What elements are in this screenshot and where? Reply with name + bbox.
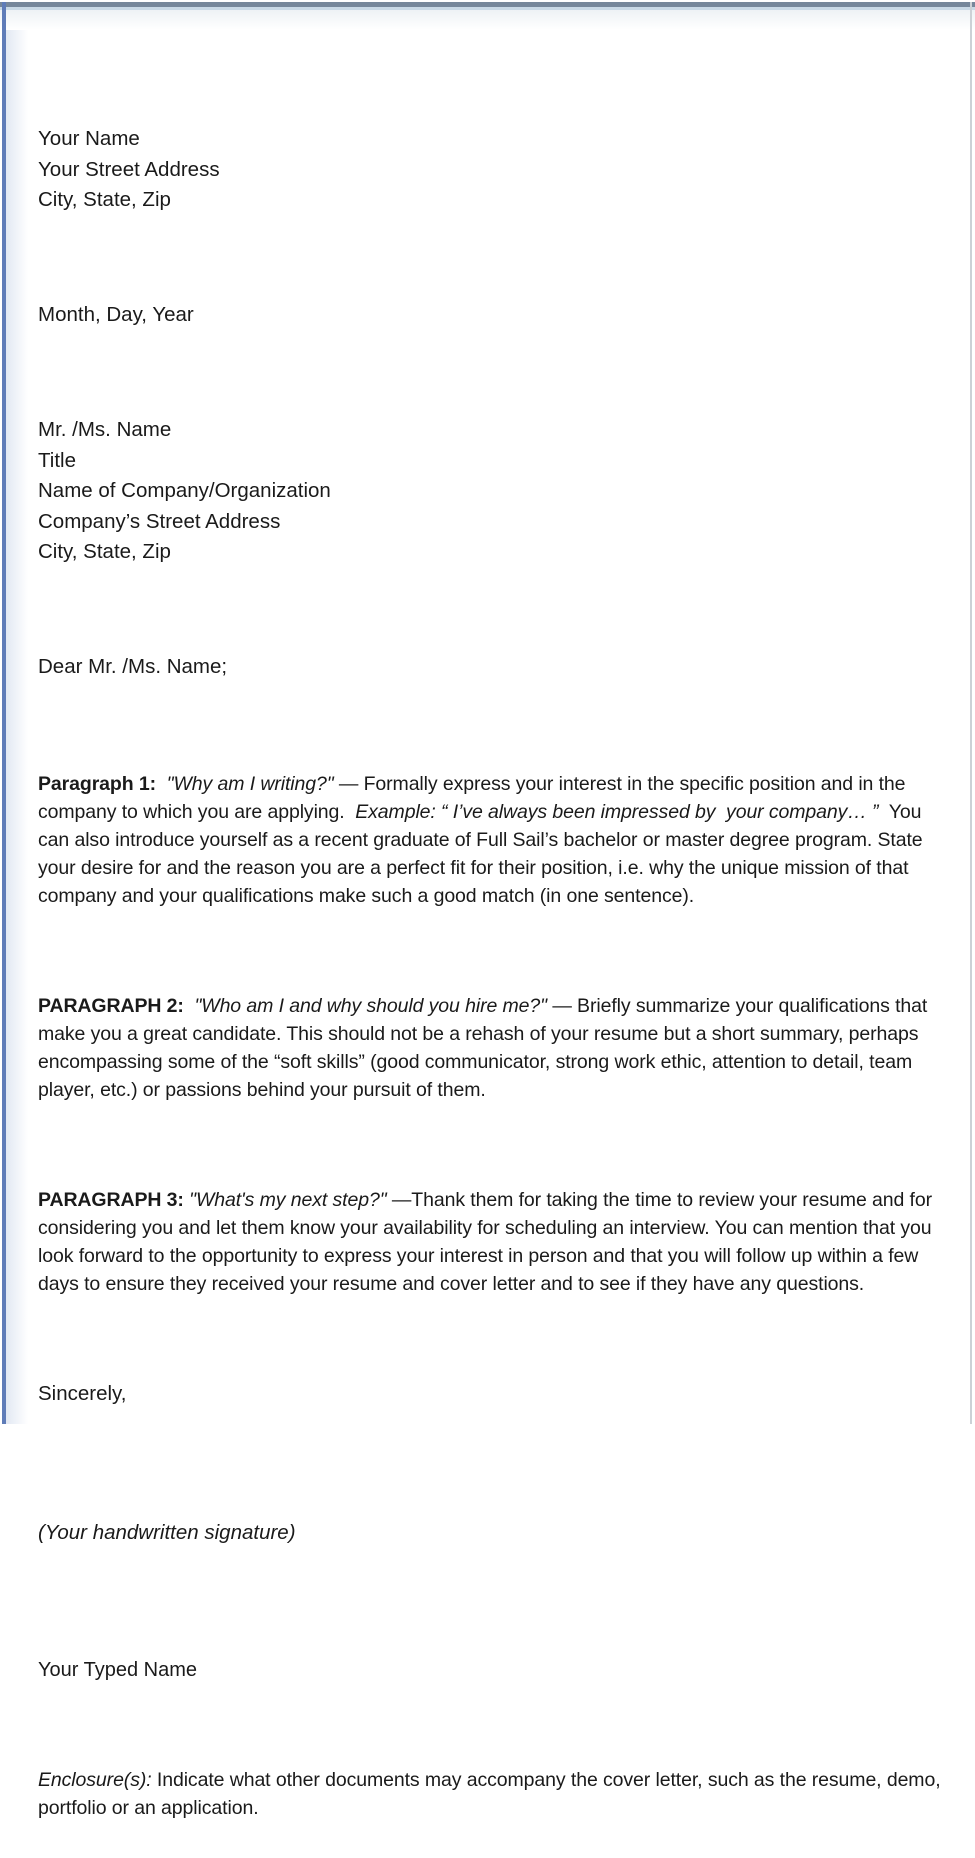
paragraph-2 <box>38 992 950 1104</box>
paragraph-3-text: —Thank them for taking the time to review your resume and for considering you and let them know your availability for scheduling an interview. You can mention that you look forward to the opportunity to express your interest in person and that you will follow up within a few days to ensure they received your resume and cover letter and to see if they have any questions. <box>38 1188 938 1295</box>
paragraph-3 <box>38 1186 950 1298</box>
paragraph-2-label: PARAGRAPH 2: <box>38 994 184 1017</box>
recipient-city-line: City, State, Zip <box>38 540 171 563</box>
typed-name-line: Your Typed Name <box>38 1658 197 1681</box>
recipient-street-line: Company’s Street Address <box>38 509 281 533</box>
recipient-title-line: Title <box>38 448 76 472</box>
paragraph-1-separator <box>156 773 167 795</box>
enclosure-block <box>38 1766 950 1822</box>
paragraph-2-question: "Who am I and why should you hire me?" <box>194 994 547 1017</box>
enclosure-label: Enclosure(s): <box>38 1768 152 1791</box>
paragraph-3-label: PARAGRAPH 3: <box>38 1188 184 1211</box>
paragraph-1 <box>38 770 950 910</box>
sender-street-line: Your Street Address <box>38 157 220 181</box>
sender-name-line: Your Name <box>38 127 140 150</box>
sender-address-block <box>38 124 950 216</box>
signature-placeholder-text: (Your handwritten signature) <box>38 1520 296 1544</box>
sender-city-line: City, State, Zip <box>38 188 171 211</box>
closing-line: Sincerely, <box>38 1381 127 1405</box>
signature-placeholder <box>38 1519 950 1547</box>
recipient-address-block <box>38 415 950 568</box>
paragraph-1-question: "Why am I writing?" <box>166 772 334 795</box>
paragraph-2-text: — Briefly summarize your qualifications that make you a great candidate. This should not be a rehash of your resume but a short summary, perhaps encompassing some of the “soft skills” (good communicator, strong work ethic, attention to detail, team player, etc.) or passions behind your pursuit of them. <box>38 994 933 1101</box>
recipient-name-line: Mr. /Ms. Name <box>38 418 172 441</box>
date-block <box>38 300 950 331</box>
salutation-line: Dear Mr. /Ms. Name; <box>38 655 228 678</box>
date-line: Month, Day, Year <box>38 303 194 326</box>
paragraph-1-label: Paragraph 1: <box>38 772 157 795</box>
paragraph-2-separator <box>184 995 195 1017</box>
paragraph-1-text-b: You can also introduce yourself as a recent graduate of Full Sail’s bachelor or master degree program. State your desire for and the reason you are a perfect fit for their position, i.e. why the unique mission of that company and your qualifications make such a good match (in one sentence). <box>38 800 928 907</box>
paragraph-1-example: Example: “ I’ve always been impressed by your company… ” <box>355 800 879 823</box>
paragraph-3-question: "What's my next step?" <box>189 1188 387 1211</box>
recipient-company-line: Name of Company/Organization <box>38 479 331 502</box>
paragraph-1-text-a: — Formally express your interest in the specific position and in the company to which you are applying. <box>38 772 911 823</box>
enclosure-text: Indicate what other documents may accompany the cover letter, such as the resume, demo, portfolio or an application. <box>38 1768 946 1819</box>
